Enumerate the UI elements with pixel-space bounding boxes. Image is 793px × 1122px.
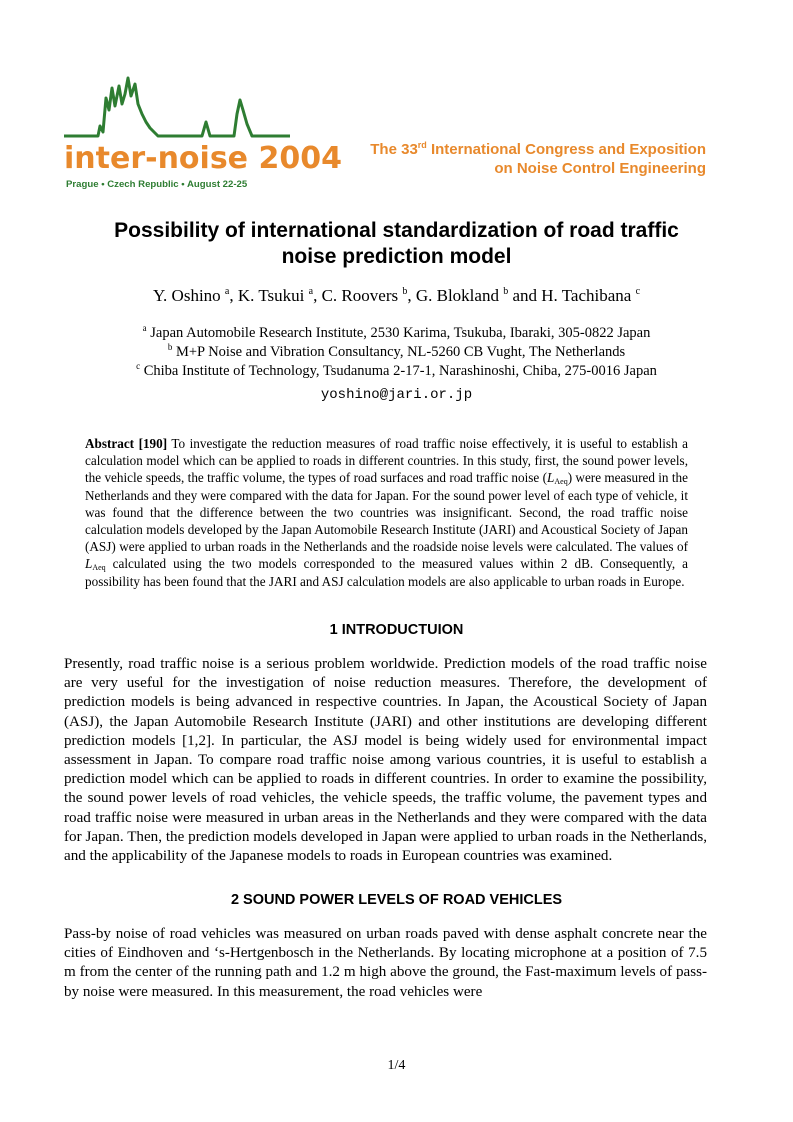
abstract: Abstract [190] To investigate the reduction measures of road traffic noise effectively, it is useful to establish a calculation model which can be applied to roads in different countries. In this study, first, the sound power levels, the vehicle speeds, the traffic volume, the types of road surfaces and road traffic noise $(L_{Aeq})$ were measured in the Netherlands and they were compared with the data for Japan. For the sound power level of each type of vehicle, it was found that the difference between the two countries was insignificant. Second, the road traffic noise calculation models developed by the Japan Automobile Research Institute (JARI) and Acoustical Society of Japan (ASJ) were applied to urban roads in the Netherlands and the roadside noise levels were calculated. The values of $L_{Aeq}$ calculated using the two models corresponded to the measured values within 2 dB. Consequently, a possibility has been found that the JARI and ASJ calculation models are also applicable to urban roads in Europe.	[85, 436, 689, 589]
section-heading-introduction: 1 INTRODUCTUION	[329, 622, 464, 638]
congress-line-1: The 33rd International Congress and Exposition	[370, 140, 706, 158]
author: K. Tsukui $^a$,	[237, 286, 322, 305]
logo-wordmark: inter-noise 2004	[64, 141, 342, 176]
author: C. Roovers $^b$,	[321, 286, 416, 305]
author: Y. Oshino $^a$,	[152, 286, 238, 305]
paper-title: Possibility of international standardization of road traffic noise prediction model	[114, 219, 679, 268]
prague-skyline-logo-graphic	[62, 70, 342, 192]
congress-line-2: on Noise Control Engineering	[494, 160, 706, 177]
congress-header	[370, 140, 706, 178]
author-list	[60, 286, 733, 306]
inter-noise-logo	[62, 70, 342, 192]
affiliation: $^b$ M+P Noise and Vibration Consultancy, NL-5260 CB Vught, The Netherlands	[167, 342, 626, 360]
sound-power-paragraph: Pass-by noise of road vehicles was measured on urban roads paved with dense asphalt concrete near the cities of Eindhoven and ‘s-Hertgenbosch in the Netherlands. By locating microphone at a position of 7.5 m from the center of the running path and 1.2 m high above the ground, the Fast-maximum levels of pass-by noise were measured. In this measurement, the road vehicles were	[64, 926, 707, 1000]
affiliation: $^a$ Japan Automobile Research Institute, 2530 Karima, Tsukuba, Ibaraki, 305-0822 Japan	[142, 323, 651, 341]
abstract-label: Abstract [190]	[85, 436, 168, 451]
introduction-paragraph: Presently, road traffic noise is a serious problem worldwide. Prediction models of the road traffic noise are very useful for the investigation of noise reduction measures. Therefore, the development of prediction models is being advanced in respective countries. In Japan, the Acoustical Society of Japan (ASJ), the Japan Automobile Research Institute (JARI) and other institutions are developing different prediction models [1,2]. In particular, the ASJ model is being widely used for environmental impact assessment in Japan. To compare road traffic noise among various countries, it is useful to establish a prediction model which can be applied to roads in different countries. In order to examine the possibility, the sound power levels of road vehicles, the vehicle speeds, the traffic volume, the pavement types and road traffic noise were measured in urban areas in the Netherlands and they were compared with the data for Japan. Then, the prediction models developed in Japan were applied to urban roads in the Netherlands, and the applicability of the Japanese models to roads in European countries was examined.	[64, 656, 707, 865]
page-number: 1/4	[387, 1058, 406, 1073]
author: G. Blokland $^b$ and	[415, 286, 542, 305]
affiliation: $^c$ Chiba Institute of Technology, Tsudanuma 2-17-1, Narashinoshi, Chiba, 275-0016 Japan	[136, 361, 657, 379]
contact-email[interactable]: yoshino@jari.or.jp	[320, 387, 473, 403]
logo-tagline: Prague • Czech Republic • August 22-25	[66, 179, 248, 190]
section-heading-sound-power: 2 SOUND POWER LEVELS OF ROAD VEHICLES	[230, 892, 563, 908]
affiliation-list	[60, 324, 733, 381]
author: H. Tachibana $^c$	[541, 286, 641, 305]
